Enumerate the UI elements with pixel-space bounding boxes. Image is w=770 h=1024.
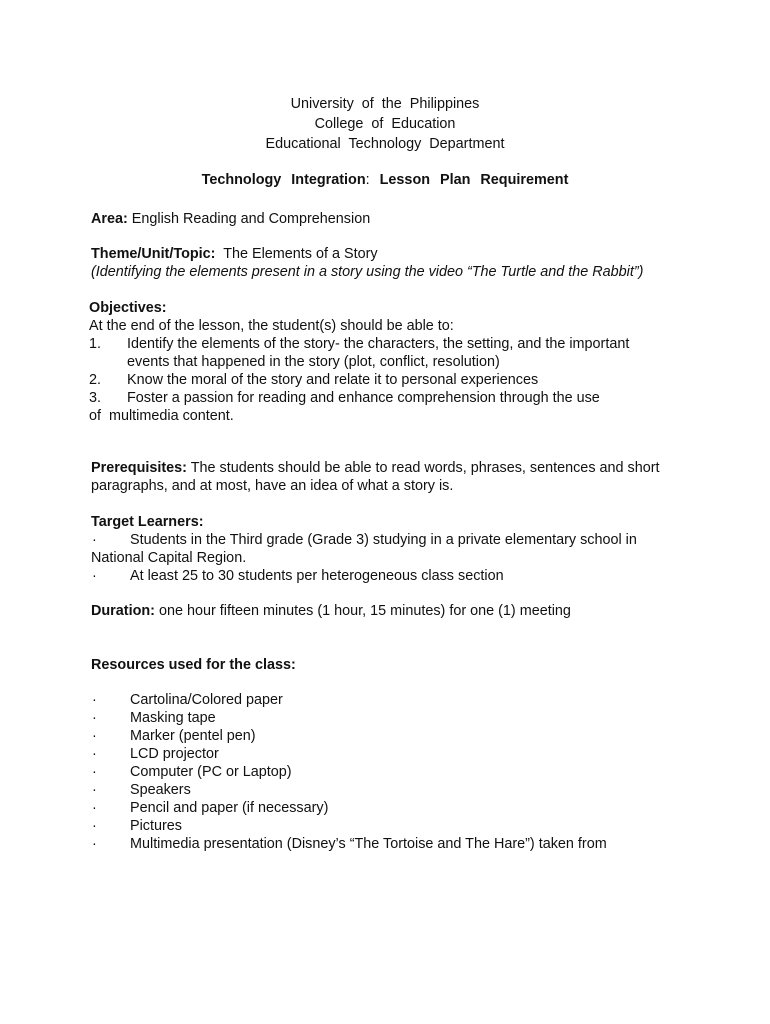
list-item	[89, 335, 679, 353]
title-colon: :	[365, 172, 370, 188]
resources-heading	[91, 656, 681, 674]
item-continuation: of multimedia content.	[89, 408, 234, 424]
bullet-icon: ·	[92, 782, 97, 798]
theme-value: The Elements of a Story	[215, 246, 378, 262]
list-item	[91, 727, 681, 745]
bullet-icon: ·	[92, 710, 97, 726]
prerequisites-label: Prerequisites:	[91, 460, 187, 476]
objectives-label: Objectives:	[89, 300, 167, 316]
item-text: Pencil and paper (if necessary)	[130, 800, 329, 816]
item-number: 2.	[89, 372, 102, 388]
bullet-icon: ·	[92, 692, 97, 708]
duration-label: Duration:	[91, 603, 155, 619]
objectives-list	[89, 335, 679, 425]
list-item	[91, 691, 681, 709]
list-item	[91, 817, 681, 835]
bullet-icon: ·	[92, 818, 97, 834]
area-value: English Reading and Comprehension	[127, 211, 371, 227]
institution-header	[0, 94, 770, 154]
item-number: 3.	[89, 390, 102, 406]
title-part2: Lesson Plan Requirement	[369, 172, 569, 188]
list-item	[91, 531, 681, 549]
university-name: University of the Philippines	[290, 96, 480, 112]
department-name: Educational Technology Department	[265, 136, 505, 152]
item-text: Computer (PC or Laptop)	[130, 764, 292, 780]
item-text: Identify the elements of the story- the characters, the setting, and the important	[127, 336, 630, 352]
prerequisites-value: The students should be able to read words, phrases, sentences and short paragraphs, and at most, have an idea of what a story is.	[91, 460, 660, 494]
bullet-icon: ·	[92, 532, 97, 548]
item-text: Marker (pentel pen)	[130, 728, 256, 744]
item-continuation: events that happened in the story (plot, conflict, resolution)	[127, 354, 500, 370]
document-title	[0, 172, 770, 188]
area-label: Area:	[91, 211, 128, 227]
list-item	[91, 567, 681, 585]
list-item	[91, 763, 681, 781]
item-continuation: National Capital Region.	[91, 550, 247, 566]
item-text: At least 25 to 30 students per heterogeneous class section	[130, 568, 504, 584]
list-item	[91, 799, 681, 817]
resources-list	[91, 691, 681, 853]
bullet-icon: ·	[92, 568, 97, 584]
list-item	[89, 371, 679, 389]
college-name: College of Education	[314, 116, 456, 132]
target-learners-list	[91, 531, 681, 585]
item-text: Foster a passion for reading and enhance comprehension through the use	[127, 390, 600, 406]
bullet-icon: ·	[92, 764, 97, 780]
target-learners-section	[91, 513, 681, 585]
item-text: Masking tape	[130, 710, 216, 726]
list-item	[91, 745, 681, 763]
item-text: Cartolina/Colored paper	[130, 692, 283, 708]
theme-label: Theme/Unit/Topic:	[91, 246, 216, 262]
item-text: LCD projector	[130, 746, 219, 762]
list-item	[91, 781, 681, 799]
prerequisites-section	[91, 459, 681, 495]
item-text: Pictures	[130, 818, 182, 834]
area-section	[91, 210, 681, 228]
bullet-icon: ·	[92, 836, 97, 852]
bullet-icon: ·	[92, 728, 97, 744]
item-number: 1.	[89, 336, 102, 352]
resources-label: Resources used for the class:	[91, 657, 296, 673]
list-item	[89, 389, 679, 407]
bullet-icon: ·	[92, 746, 97, 762]
objectives-section	[89, 299, 679, 425]
title-part1: Technology Integration	[201, 172, 366, 188]
theme-section	[91, 245, 681, 281]
theme-subtitle: (Identifying the elements present in a story using the video “The Turtle and the Rabbit”)	[91, 264, 644, 280]
bullet-icon: ·	[92, 800, 97, 816]
list-item	[91, 835, 681, 853]
list-item	[91, 709, 681, 727]
item-text: Students in the Third grade (Grade 3) studying in a private elementary school in	[130, 532, 637, 548]
item-text: Speakers	[130, 782, 191, 798]
item-text: Multimedia presentation (Disney’s “The Tortoise and The Hare”) taken from	[130, 836, 607, 852]
duration-value: one hour fifteen minutes (1 hour, 15 minutes) for one (1) meeting	[154, 603, 571, 619]
duration-section	[91, 602, 681, 620]
objectives-intro: At the end of the lesson, the student(s) should be able to:	[89, 318, 454, 334]
target-learners-label: Target Learners:	[91, 514, 204, 530]
item-text: Know the moral of the story and relate it to personal experiences	[127, 372, 539, 388]
